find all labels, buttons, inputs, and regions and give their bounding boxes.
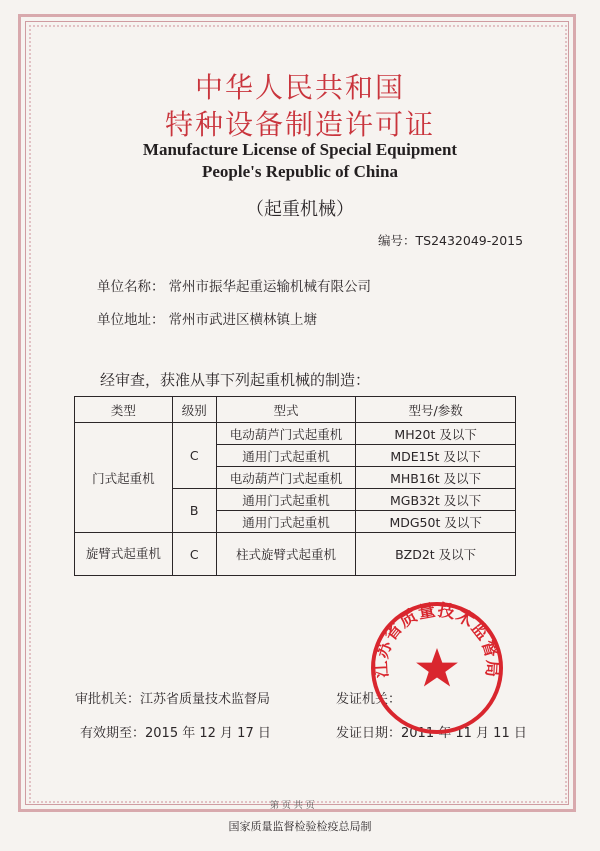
official-seal [367, 598, 507, 738]
level-b: B [172, 489, 216, 533]
validity-value: 2015 年 12 月 17 日 [145, 726, 271, 741]
type-jib-crane: 旋臂式起重机 [75, 533, 173, 576]
form-cell: 电动葫芦门式起重机 [216, 467, 356, 489]
issuing-organization: 国家质量监督检验检疫总局制 [228, 820, 372, 833]
approver-line [75, 688, 270, 707]
header-form: 型式 [216, 397, 356, 423]
model-cell: MGB32t 及以下 [356, 489, 516, 511]
approver-label: 审批机关： [75, 692, 141, 707]
seal-text: 江苏省质量技术监督局 [371, 600, 503, 679]
approval-statement: 经审查，获准从事下列起重机械的制造： [100, 371, 371, 389]
unit-name-line [97, 275, 375, 295]
form-cell: 电动葫芦门式起重机 [216, 423, 356, 445]
issue-date-value: 2011 年 11 月 11 日 [401, 726, 527, 741]
serial-number: 编号：TS2432049-2015 [378, 233, 524, 248]
title-chinese-line2: 特种设备制造许可证 [164, 108, 435, 141]
table-header-row [75, 397, 516, 423]
model-cell: MDE15t 及以下 [356, 445, 516, 467]
unit-address-label: 单位地址： [97, 312, 165, 328]
issuer-label: 发证机关： [336, 692, 402, 707]
form-cell: 柱式旋臂式起重机 [216, 533, 356, 576]
unit-address-line [97, 308, 321, 328]
header-level: 级别 [172, 397, 216, 423]
validity-line [80, 722, 271, 741]
title-english-line2: People's Republic of China [202, 162, 398, 181]
form-cell: 通用门式起重机 [216, 489, 356, 511]
form-cell: 通用门式起重机 [216, 445, 356, 467]
issue-date-label: 发证日期： [336, 726, 402, 741]
unit-address-value: 常州市武进区横林镇上塘 [168, 312, 317, 328]
header-type: 类型 [75, 397, 173, 423]
level-c: C [172, 423, 216, 489]
page-indicator: 第 页 共 页 [270, 801, 315, 811]
unit-name-value: 常州市振华起重运输机械有限公司 [168, 279, 371, 295]
seal-star-icon [416, 648, 458, 687]
equipment-table [74, 396, 516, 576]
type-gantry-crane: 门式起重机 [75, 423, 173, 533]
category-label: （起重机械） [246, 199, 354, 220]
table-row [75, 423, 516, 445]
model-cell: BZD2t 及以下 [356, 533, 516, 576]
unit-name-label: 单位名称： [97, 279, 165, 295]
approver-value: 江苏省质量技术监督局 [140, 692, 271, 707]
header-model: 型号/参数 [356, 397, 516, 423]
title-chinese-line1: 中华人民共和国 [194, 71, 405, 104]
model-cell: MHB16t 及以下 [356, 467, 516, 489]
model-cell: MH20t 及以下 [356, 423, 516, 445]
table-row [75, 533, 516, 576]
model-cell: MDG50t 及以下 [356, 511, 516, 533]
level-c-jib: C [172, 533, 216, 576]
form-cell: 通用门式起重机 [216, 511, 356, 533]
validity-label: 有效期至： [80, 726, 146, 741]
title-english-line1: Manufacture License of Special Equipment [142, 140, 458, 159]
